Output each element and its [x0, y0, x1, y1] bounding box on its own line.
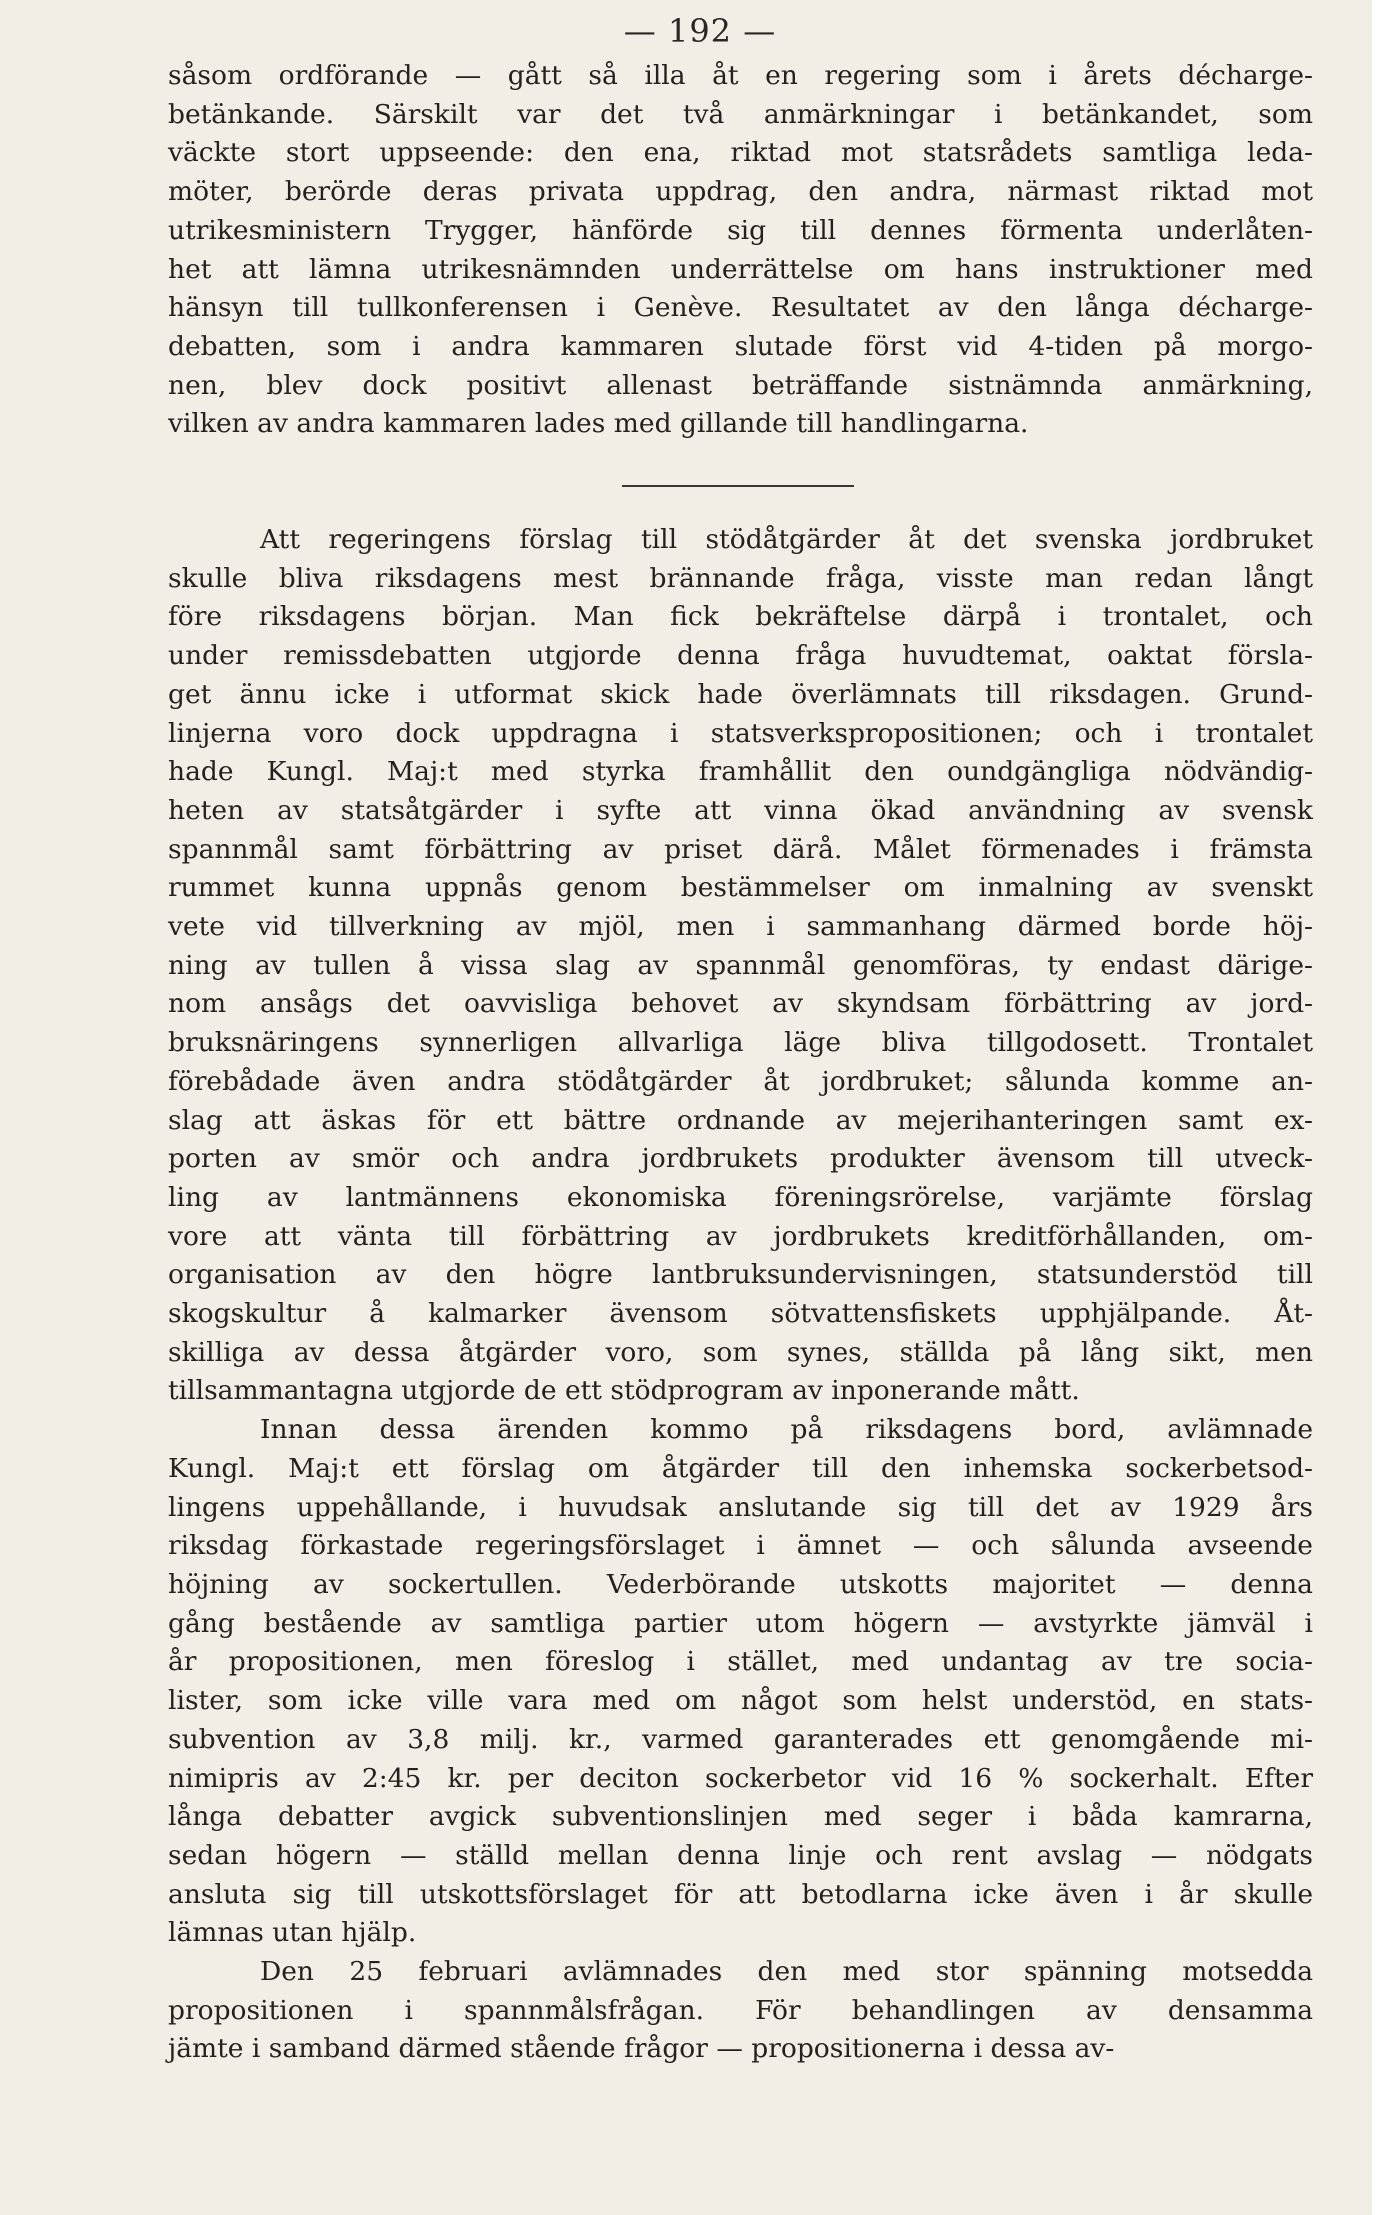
page-number: — 192 —	[623, 12, 777, 50]
text-line: höjning av sockertullen. Vederbörande utskotts majoritet — denna	[168, 1568, 1313, 1600]
text-line: Att regeringens förslag till stödåtgärder åt det svenska jordbruket	[260, 524, 1313, 555]
text-line: vilken av andra kammaren lades med gillande till handlingarna.	[168, 408, 1029, 440]
text-line: skulle bliva riksdagens mest brännande fråga, visste man redan långt	[168, 562, 1313, 594]
text-line: het att lämna utrikesnämnden underrättelse om hans instruktioner med	[168, 253, 1313, 285]
text-line: utrikesministern Trygger, hänförde sig till dennes förmenta underlåten-	[168, 214, 1313, 246]
text-line: riksdag förkastade regeringsförslaget i ämnet — och sålunda avseende	[168, 1530, 1313, 1562]
text-line: år propositionen, men föreslog i stället, med undantag av tre socia-	[168, 1646, 1313, 1678]
text-line: såsom ordförande — gått så illa åt en regering som i årets décharge-	[168, 60, 1313, 91]
text-line: vete vid tillverkning av mjöl, men i sammanhang därmed borde höj-	[168, 911, 1313, 943]
text-line: väckte stort uppseende: den ena, riktad mot statsrådets samtliga leda-	[168, 137, 1313, 169]
paragraph	[168, 1411, 1313, 1953]
text-line: förebådade även andra stödåtgärder åt jordbruket; sålunda komme an-	[168, 1065, 1313, 1097]
text-line: organisation av den högre lantbruksundervisningen, statsunderstöd till	[168, 1259, 1313, 1291]
text-line: tillsammantagna utgjorde de ett stödprogram av inponerande mått.	[168, 1375, 1080, 1407]
text-line: långa debatter avgick subventionslinjen med seger i båda kamrarna,	[168, 1801, 1313, 1833]
text-line: betänkande. Särskilt var det två anmärkningar i betänkandet, som	[168, 98, 1313, 130]
text-line: heten av statsåtgärder i syfte att vinna ökad användning av svensk	[168, 794, 1313, 826]
text-line: före riksdagens början. Man fick bekräftelse därpå i trontalet, och	[168, 601, 1313, 633]
text-line: Innan dessa ärenden kommo på riksdagens bord, avlämnade	[260, 1414, 1313, 1446]
text-line: linjerna voro dock uppdragna i statsverkspropositionen; och i trontalet	[168, 717, 1313, 749]
text-line: lister, som icke ville vara med om något som helst understöd, en stats-	[168, 1685, 1313, 1717]
text-line: ling av lantmännens ekonomiska föreningsrörelse, varjämte förslag	[168, 1181, 1313, 1213]
text-line: jämte i samband därmed stående frågor — propositionerna i dessa av-	[168, 2033, 1115, 2065]
text-line: porten av smör och andra jordbrukets produkter ävensom till utveck-	[168, 1143, 1313, 1175]
text-line: get ännu icke i utformat skick hade överlämnats till riksdagen. Grund-	[168, 678, 1313, 710]
paragraph	[168, 57, 1313, 444]
paragraph	[168, 521, 1313, 1411]
text-line: sedan högern — ställd mellan denna linje och rent avslag — nödgats	[168, 1839, 1313, 1871]
text-line: nom ansågs det oavvisliga behovet av skyndsam förbättring av jord-	[168, 988, 1313, 1020]
text-line: hänsyn till tullkonferensen i Genève. Resultatet av den långa décharge-	[168, 292, 1313, 324]
text-line: ansluta sig till utskottsförslaget för att betodlarna icke även i år skulle	[168, 1878, 1313, 1910]
text-line: ning av tullen å vissa slag av spannmål genomföras, ty endast därige-	[168, 949, 1313, 981]
text-block-before-rule	[168, 57, 1313, 444]
text-line: propositionen i spannmålsfrågan. För behandlingen av densamma	[168, 1994, 1313, 2026]
text-line: lämnas utan hjälp.	[168, 1917, 417, 1949]
text-line: debatten, som i andra kammaren slutade först vid 4-tiden på morgo-	[168, 330, 1313, 362]
scan-margin	[1372, 0, 1400, 2215]
text-line: Kungl. Maj:t ett förslag om åtgärder till den inhemska sockerbetsod-	[168, 1452, 1313, 1484]
text-line: vore att vänta till förbättring av jordbrukets kreditförhållanden, om-	[168, 1220, 1313, 1252]
text-line: lingens uppehållande, i huvudsak anslutande sig till det av 1929 års	[168, 1491, 1313, 1523]
text-line: nimipris av 2:45 kr. per deciton sockerbetor vid 16 % sockerhalt. Efter	[168, 1762, 1313, 1794]
text-line: under remissdebatten utgjorde denna fråga huvudtemat, oaktat försla-	[168, 640, 1313, 672]
section-divider	[622, 485, 854, 487]
text-line: hade Kungl. Maj:t med styrka framhållit den oundgängliga nödvändig-	[168, 756, 1313, 788]
text-line: slag att äskas för ett bättre ordnande av mejerihanteringen samt ex-	[168, 1104, 1313, 1136]
text-line: spannmål samt förbättring av priset därå. Målet förmenades i främsta	[168, 833, 1313, 865]
text-line: bruksnäringens synnerligen allvarliga läge bliva tillgodosett. Trontalet	[168, 1027, 1313, 1059]
text-line: skogskultur å kalmarker ävensom sötvattensfiskets upphjälpande. Åt-	[168, 1298, 1313, 1330]
text-line: Den 25 februari avlämnades den med stor spänning motsedda	[260, 1956, 1313, 1988]
text-line: skilliga av dessa åtgärder voro, som synes, ställda på lång sikt, men	[168, 1336, 1313, 1368]
text-line: möter, berörde deras privata uppdrag, den andra, närmast riktad mot	[168, 176, 1313, 208]
text-line: nen, blev dock positivt allenast beträffande sistnämnda anmärkning,	[168, 369, 1313, 401]
text-line: gång bestående av samtliga partier utom högern — avstyrkte jämväl i	[168, 1607, 1313, 1639]
text-line: rummet kunna uppnås genom bestämmelser om inmalning av svenskt	[168, 872, 1313, 904]
paragraph	[168, 1953, 1313, 2069]
text-line: subvention av 3,8 milj. kr., varmed garanterades ett genomgående mi-	[168, 1723, 1313, 1755]
text-block-after-rule	[168, 521, 1313, 2069]
